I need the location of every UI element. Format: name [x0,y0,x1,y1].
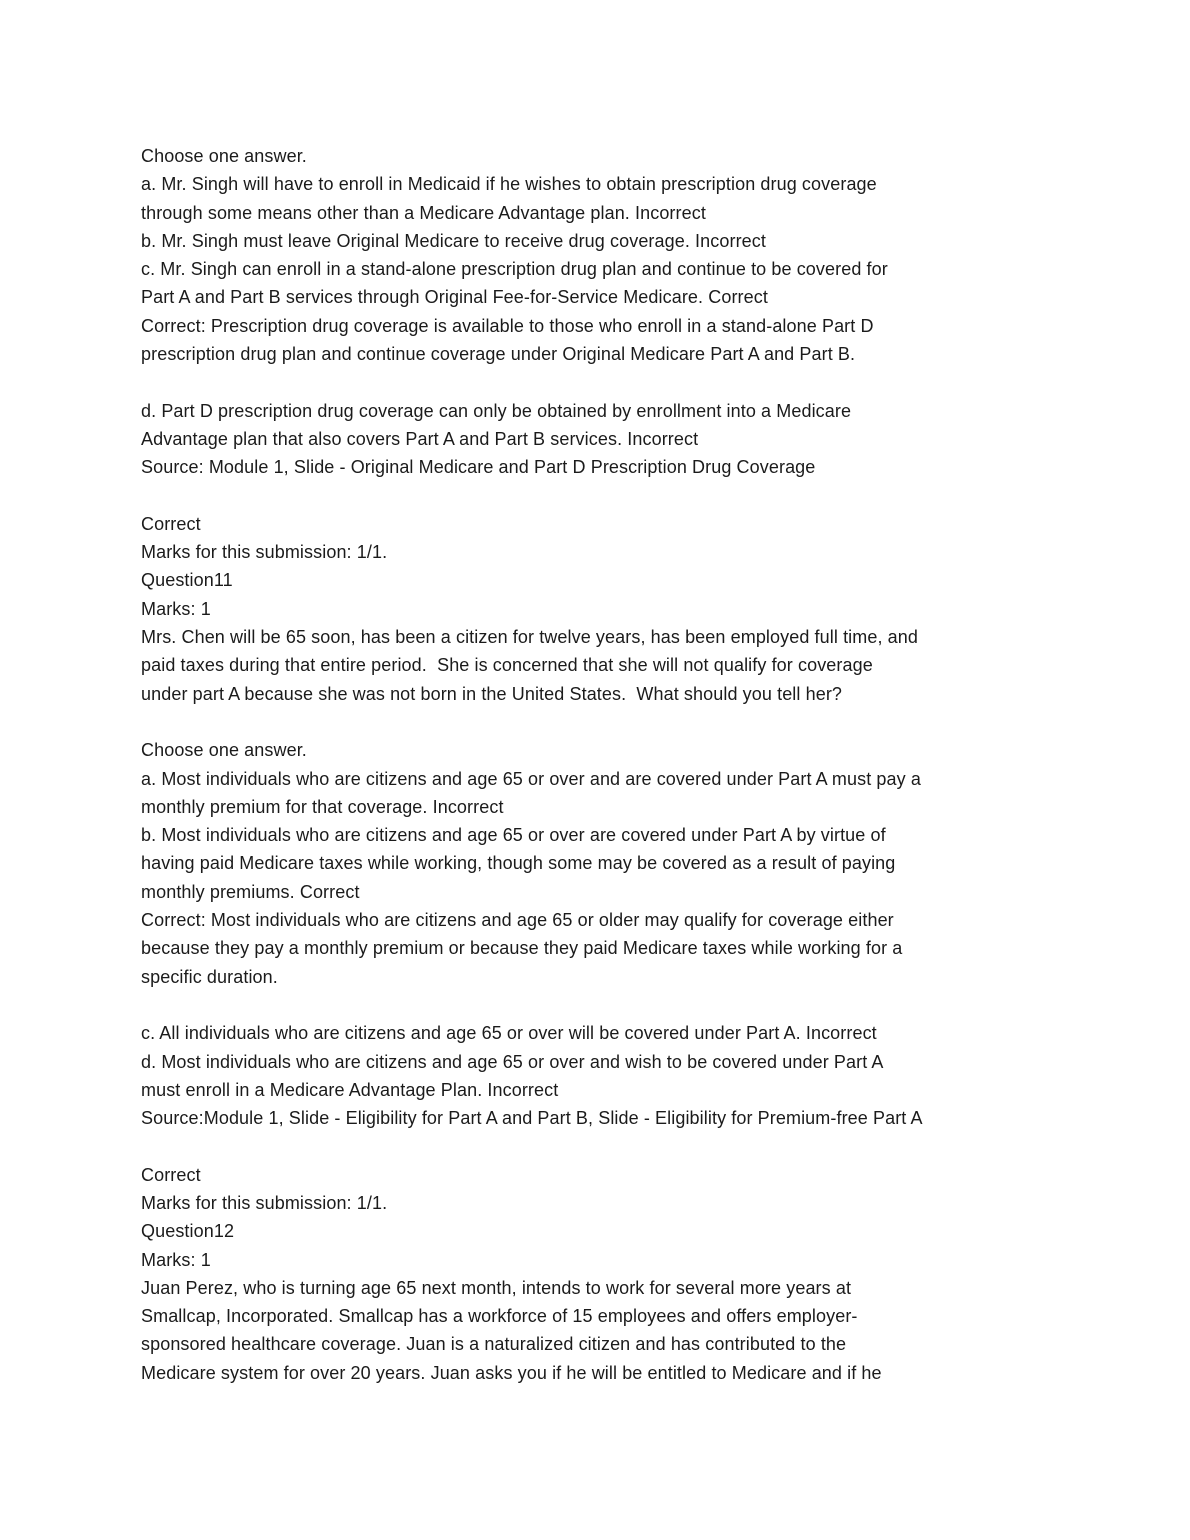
text-line: Marks for this submission: 1/1. [141,1192,388,1213]
question11-results [141,566,1095,1217]
text-line [141,991,1095,1019]
text-line: a. Most individuals who are citizens and age 65 or over and are covered under Part A must pay a [141,768,921,789]
text-line: Marks: 1 [141,1249,211,1270]
text-line: monthly premium for that coverage. Incorrect [141,796,504,817]
text-line: Correct: Prescription drug coverage is available to those who enroll in a stand-alone Part D [141,315,874,336]
text-line: Source: Module 1, Slide - Original Medicare and Part D Prescription Drug Coverage [141,457,816,478]
text-line: because they pay a monthly premium or because they paid Medicare taxes while working for a [141,938,903,959]
text-line: Source:Module 1, Slide - Eligibility for Part A and Part B, Slide - Eligibility for Premium-free Part A [141,1108,923,1129]
text-line [141,708,1095,736]
text-line: sponsored healthcare coverage. Juan is a naturalized citizen and has contributed to the [141,1334,847,1355]
text-line: having paid Medicare taxes while working, though some may be covered as a result of paying [141,853,896,874]
text-line: Marks: 1 [141,598,211,619]
text-line: through some means other than a Medicare Advantage plan. Incorrect [141,202,706,223]
text-line: paid taxes during that entire period. She is concerned that she will not qualify for coverage [141,655,873,676]
text-line: Smallcap, Incorporated. Smallcap has a workforce of 15 employees and offers employer- [141,1306,858,1327]
text-line: Question11 [141,570,233,591]
text-line: Question12 [141,1221,235,1242]
text-line: Juan Perez, who is turning age 65 next month, intends to work for several more years at [141,1277,852,1298]
text-line [141,368,1095,396]
question10-results [141,142,1095,566]
text-line: monthly premiums. Correct [141,881,360,902]
text-line: a. Mr. Singh will have to enroll in Medicaid if he wishes to obtain prescription drug coverage [141,174,877,195]
text-line: b. Most individuals who are citizens and age 65 or over are covered under Part A by virtue of [141,825,886,846]
text-line: d. Most individuals who are citizens and age 65 or over and wish to be covered under Part A [141,1051,884,1072]
text-line: b. Mr. Singh must leave Original Medicare to receive drug coverage. Incorrect [141,230,766,251]
text-line: Choose one answer. [141,146,307,166]
question12-intro [141,1217,1095,1387]
text-line: Marks for this submission: 1/1. [141,542,388,563]
text-line: Part A and Part B services through Original Fee-for-Service Medicare. Correct [141,287,768,308]
text-line: Correct [141,1164,201,1185]
text-line: under part A because she was not born in the United States. What should you tell her? [141,683,843,704]
text-line: specific duration. [141,966,278,987]
text-line: Mrs. Chen will be 65 soon, has been a citizen for twelve years, has been employed full time, and [141,627,919,648]
text-line: Medicare system for over 20 years. Juan asks you if he will be entitled to Medicare and if he [141,1362,882,1383]
text-line: must enroll in a Medicare Advantage Plan. Incorrect [141,1079,559,1100]
text-line: c. All individuals who are citizens and age 65 or over will be covered under Part A. Incorrect [141,1023,877,1044]
document-body [141,142,1095,1387]
text-line: prescription drug plan and continue coverage under Original Medicare Part A and Part B. [141,344,856,365]
text-line: Correct: Most individuals who are citizens and age 65 or older may qualify for coverage either [141,910,894,931]
text-line: Advantage plan that also covers Part A and Part B services. Incorrect [141,428,699,449]
text-line [141,1132,1095,1160]
text-line: c. Mr. Singh can enroll in a stand-alone prescription drug plan and continue to be covered for [141,259,888,280]
text-line: d. Part D prescription drug coverage can only be obtained by enrollment into a Medicare [141,400,852,421]
text-line: Correct [141,513,201,534]
text-line [141,482,1095,510]
text-line: Choose one answer. [141,740,307,761]
